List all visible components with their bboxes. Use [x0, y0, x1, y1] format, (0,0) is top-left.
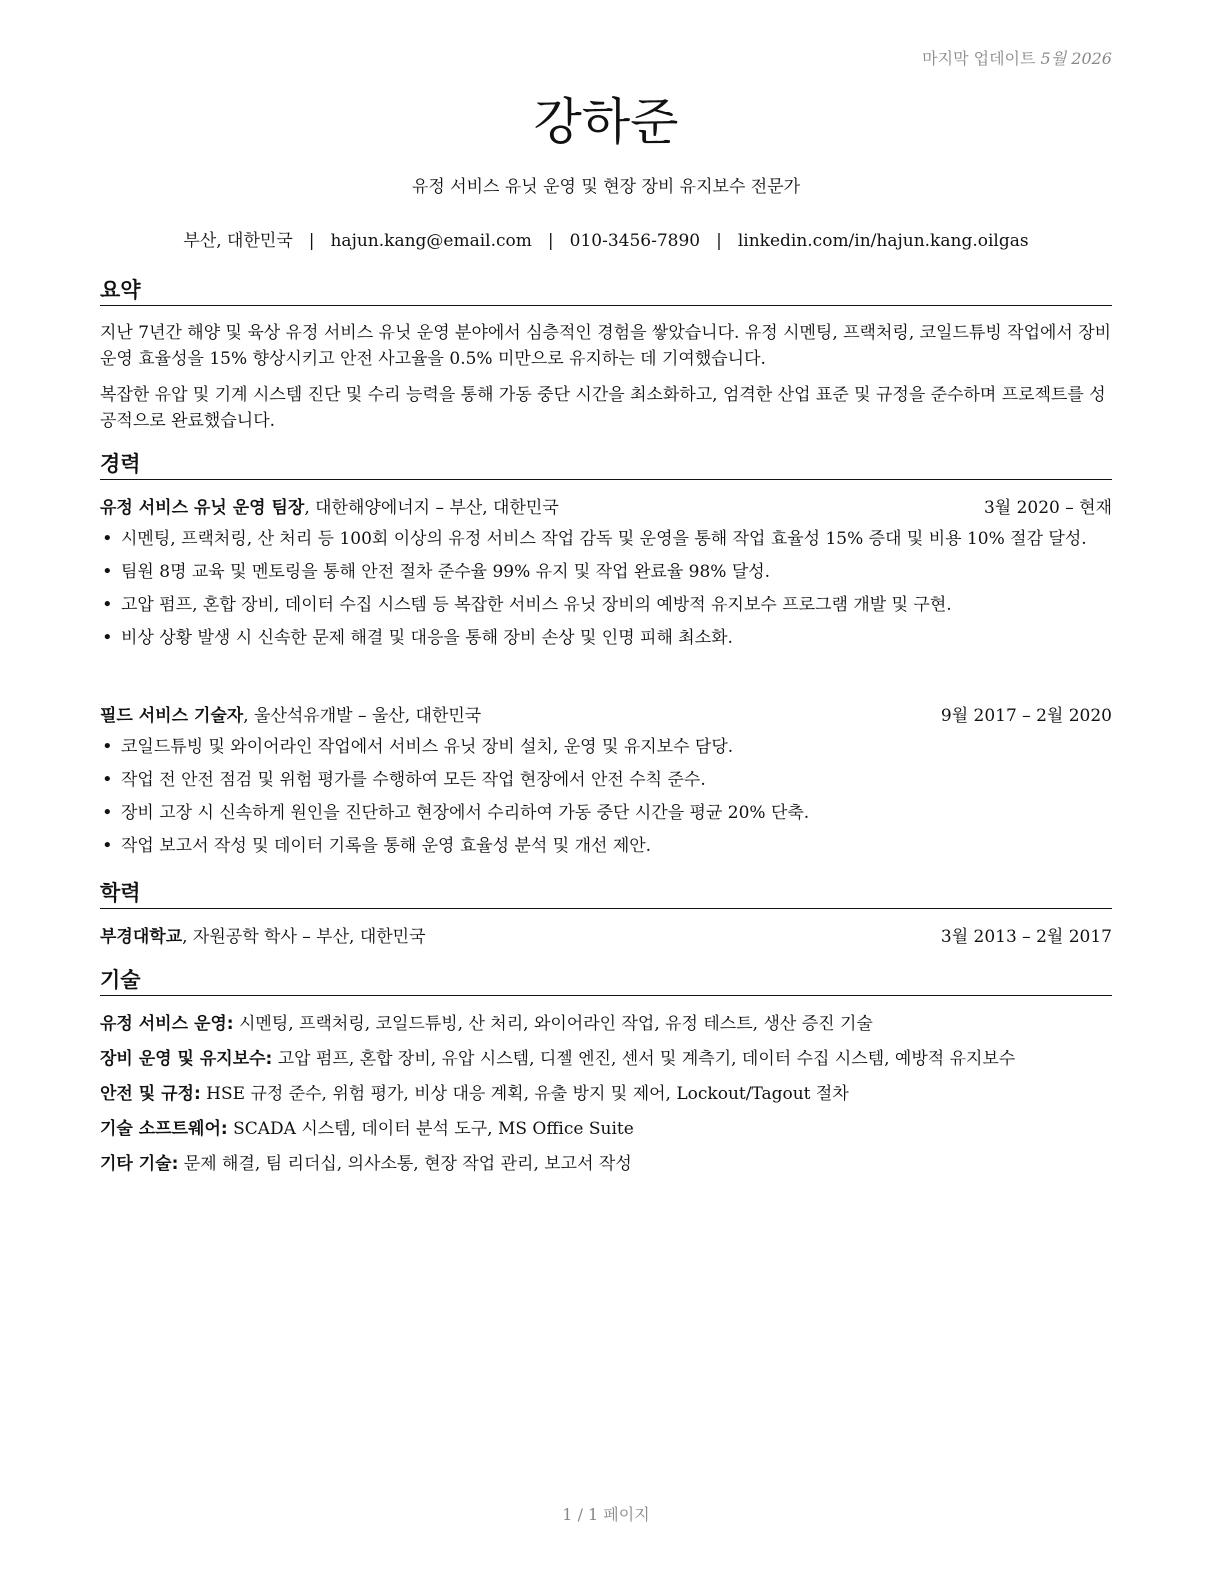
- skill-label: 안전 및 규정:: [100, 1084, 201, 1104]
- skill-label: 기타 기술:: [100, 1154, 179, 1174]
- skill-line: [100, 1047, 1112, 1071]
- experience-heading: 경력: [100, 451, 1112, 480]
- skill-value: HSE 규정 준수, 위험 평가, 비상 대응 계획, 유출 방지 및 제어, Lockout/Tagout 절차: [200, 1084, 849, 1104]
- skill-value: 고압 펌프, 혼합 장비, 유압 시스템, 디젤 엔진, 센서 및 계측기, 데이터 수집 시스템, 예방적 유지보수: [272, 1049, 1016, 1069]
- education-entry: [100, 925, 1112, 949]
- job-bullet: • 작업 전 안전 점검 및 위험 평가를 수행하여 모든 작업 현장에서 안전 수칙 준수.: [100, 767, 1112, 793]
- skill-label: 기술 소프트웨어:: [100, 1119, 228, 1139]
- candidate-name: 강하준: [533, 93, 679, 151]
- skill-label: 유정 서비스 운영:: [100, 1014, 234, 1034]
- page-indicator: 1 / 1 페이지: [562, 1505, 650, 1524]
- education-date: 3월 2013 – 2월 2017: [940, 927, 1112, 947]
- job-bullet: • 코일드튜빙 및 와이어라인 작업에서 서비스 유닛 장비 설치, 운영 및 유지보수 담당.: [100, 734, 1112, 760]
- education-school: 부경대학교: [100, 927, 183, 947]
- contact-location: 부산, 대한민국: [183, 231, 293, 251]
- summary-paragraph-2: 복잡한 유압 및 기계 시스템 진단 및 수리 능력을 통해 가동 중단 시간을 최소화하고, 엄격한 산업 표준 및 규정을 준수하며 프로젝트를 성공적으로 완료했습니다.: [100, 385, 1106, 431]
- contact-separator: |: [308, 231, 315, 251]
- summary-heading: 요약: [100, 277, 1112, 306]
- job-date: 9월 2017 – 2월 2020: [940, 706, 1112, 726]
- education-heading: 학력: [100, 880, 1112, 909]
- job-bullet: • 고압 펌프, 혼합 장비, 데이터 수집 시스템 등 복잡한 서비스 유닛 장비의 예방적 유지보수 프로그램 개발 및 구현.: [100, 592, 1112, 618]
- last-updated-date: 5월 2026: [1040, 49, 1112, 68]
- skill-value: SCADA 시스템, 데이터 분석 도구, MS Office Suite: [227, 1119, 634, 1139]
- skills-heading: 기술: [100, 967, 1112, 996]
- summary-paragraph-1: 지난 7년간 해양 및 육상 유정 서비스 유닛 운영 분야에서 심층적인 경험을 쌓았습니다. 유정 시멘팅, 프랙처링, 코일드튜빙 작업에서 장비 운영 효율성을 15% 향상시키고 안전 사고율을 0.5% 미만으로 유지하는 데 기여했습니다.: [100, 323, 1112, 369]
- skill-line: [100, 1117, 1112, 1141]
- last-updated: 마지막 업데이트 5월 2026: [922, 49, 1112, 68]
- job-bullet: • 시멘팅, 프랙처링, 산 처리 등 100회 이상의 유정 서비스 작업 감독 및 운영을 통해 작업 효율성 15% 증대 및 비용 10% 절감 달성.: [100, 526, 1112, 552]
- job-company: , 울산석유개발 – 울산, 대한민국: [243, 706, 482, 726]
- job-company: , 대한해양에너지 – 부산, 대한민국: [304, 498, 559, 518]
- skill-line: [100, 1082, 1112, 1106]
- job-header: [100, 704, 1112, 728]
- contact-separator: |: [716, 231, 722, 251]
- contact-linkedin[interactable]: linkedin.com/in/hajun.kang.oilgas: [737, 231, 1029, 251]
- job-bullet: • 비상 상황 발생 시 신속한 문제 해결 및 대응을 통해 장비 손상 및 인명 피해 최소화.: [100, 625, 1112, 651]
- skill-label: 장비 운영 및 유지보수:: [100, 1049, 273, 1069]
- skill-value: 시멘팅, 프랙처링, 코일드튜빙, 산 처리, 와이어라인 작업, 유정 테스트, 생산 증진 기술: [233, 1014, 873, 1034]
- contact-email[interactable]: hajun.kang@email.com: [330, 231, 532, 251]
- candidate-tagline: 유정 서비스 유닛 운영 및 현장 장비 유지보수 전문가: [411, 177, 801, 197]
- job-bullets: [100, 526, 1112, 658]
- skill-line: [100, 1012, 1112, 1036]
- job-header: [100, 496, 1112, 520]
- skill-value: 문제 해결, 팀 리더십, 의사소통, 현장 작업 관리, 보고서 작성: [178, 1154, 632, 1174]
- job-title: 유정 서비스 유닛 운영 팀장: [100, 498, 305, 518]
- contact-line: [100, 226, 1112, 251]
- contact-phone[interactable]: 010-3456-7890: [569, 231, 701, 251]
- job-bullet: • 작업 보고서 작성 및 데이터 기록을 통해 운영 효율성 분석 및 개선 제안.: [100, 833, 1112, 859]
- job-date: 3월 2020 – 현재: [983, 498, 1112, 518]
- education-degree: , 자원공학 학사 – 부산, 대한민국: [182, 927, 426, 947]
- skill-line: [100, 1152, 1112, 1176]
- contact-separator: |: [547, 231, 554, 251]
- job-bullet: • 팀원 8명 교육 및 멘토링을 통해 안전 절차 준수율 99% 유지 및 작업 완료율 98% 달성.: [100, 559, 1112, 585]
- job-bullets: [100, 734, 1112, 866]
- job-bullet: • 장비 고장 시 신속하게 원인을 진단하고 현장에서 수리하여 가동 중단 시간을 평균 20% 단축.: [100, 800, 1112, 826]
- job-title: 필드 서비스 기술자: [100, 706, 244, 726]
